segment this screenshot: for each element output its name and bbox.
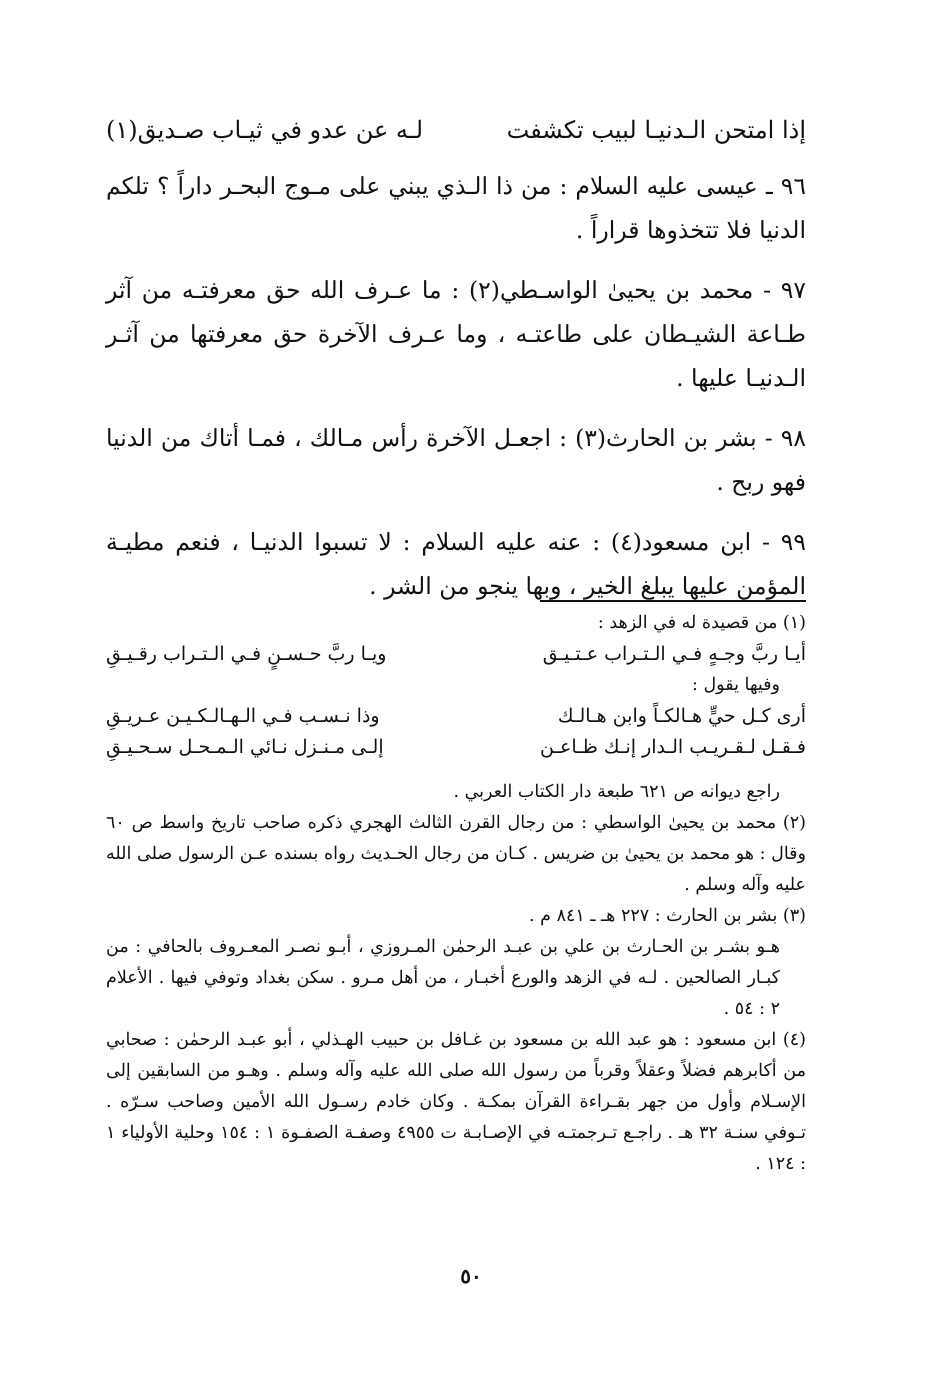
verse-hemistich: ويـا ربَّ حـسـنٍ فـي الـتـراب رقـيـقِ <box>106 643 387 665</box>
page-number: ٥٠ <box>460 1264 482 1288</box>
main-text <box>106 108 806 624</box>
verse-line <box>106 108 806 152</box>
verse-hemistich-second: لـه عن عدو في ثيـاب صـديق(١) <box>106 116 424 144</box>
footnote-1-reference: راجع ديوانه ص ٦٢١ طبعة دار الكتاب العربي . <box>453 782 780 802</box>
footnote-2: (٢) محمد بن يحيىٰ الواسطي : من رجال القرن الثالث الهجري ذكره صاحب تاريخ واسط ص ٦٠ وقال : هو محمد بن يحيىٰ بن ضريس . كـان من رجال الحـديث رواه بسنده عـن الرسول صلى الله عليه وآله وسلم . <box>106 813 806 895</box>
footnotes <box>106 608 806 1180</box>
saying-97: ٩٧ - محمد بن يحيىٰ الواسـطي(٢) : ما عـرف الله حق معرفتـه من آثر طـاعة الشيـطان على طاعتـه ، وما عـرف الآخرة حق معرفتها من آثـر الـدنيـا عليها . <box>106 276 806 392</box>
footnote-1-verse-1 <box>106 639 806 670</box>
saying-99: ٩٩ - ابن مسعود(٤) : عنه عليه السلام : لا تسبوا الدنيـا ، فنعم مطيـة المؤمن عليها يبلغ الخير ، وبها ينجو من الشر . <box>106 528 806 600</box>
verse-hemistich: فـقـل لـقـريـب الـدار إنـك ظـاعـن <box>540 736 806 758</box>
saying-98: ٩٨ - بشر بن الحارث(٣) : اجعـل الآخرة رأس مـالك ، فمـا أتاك من الدنيا فهو ربح . <box>106 424 806 496</box>
footnote-3-body: هـو بشـر بن الحـارث بن علي بن عبـد الرحمٰن المـروزي ، أبـو نصـر المعـروف بالحافي : من كبـار الصالحين . لـه في الزهد والورع أخبـار ، من أهل مـرو . سكن بغداد وتوفي فيها . الأعلام ٢ : ٥٤ . <box>106 937 780 1019</box>
footnote-3-heading: (٣) بشر بن الحارث : ٢٢٧ هـ ـ ٨٤١ م . <box>529 906 806 926</box>
footnote-1-fiha: وفيها يقول : <box>692 675 780 695</box>
footnote-divider <box>540 600 806 602</box>
footnote-4: (٤) ابن مسعود : هو عبد الله بن مسعود بن غـافل بن حبيب الهـذلي ، أبو عبـد الرحمٰن : صحابي من أكابرهم فضلاً وعقلاً وقرباً من رسول الله صلى الله عليه وآله وسلم . وهـو من السابقين إلى الإسـلام وأول من جهر بقـراءة القرآن بمكـة . وكان خادم رسـول الله الأمين وصاحب سـرّه . تـوفي سنـة ٣٢ هـ . راجـع تـرجمتـه في الإصـابـة ت ٤٩٥٥ وصفـة الصفـوة ١ : ١٥٤ وحلية الأولياء ١ : ١٢٤ . <box>106 1030 806 1174</box>
footnote-1-verse-2 <box>106 701 806 732</box>
verse-hemistich: أيـا ربَّ وجـهٍ فـي الـتـراب عـتـيـق <box>542 643 806 665</box>
saying-96: ٩٦ ـ عيسى عليه السلام : من ذا الـذي يبني على مـوج البحـر داراً ؟ تلكم الدنيا فلا تتخذوها قراراً . <box>106 172 806 244</box>
footnote-1-verse-3 <box>106 732 806 763</box>
verse-hemistich-first: إذا امتحن الـدنيـا لبيب تكشفت <box>506 116 806 144</box>
verse-hemistich: وذا نـسـب فـي الـهـالـكـيـن عـريـقِ <box>106 705 380 727</box>
verse-hemistich: أرى كـل حيٍّ هـالكـاً وابن هـالـك <box>557 705 806 727</box>
footnote-1-intro: (١) من قصيدة له في الزهد : <box>597 613 806 633</box>
verse-hemistich: إلـى مـنـزل نـائي الـمـحـل سـحـيـقِ <box>106 736 384 758</box>
